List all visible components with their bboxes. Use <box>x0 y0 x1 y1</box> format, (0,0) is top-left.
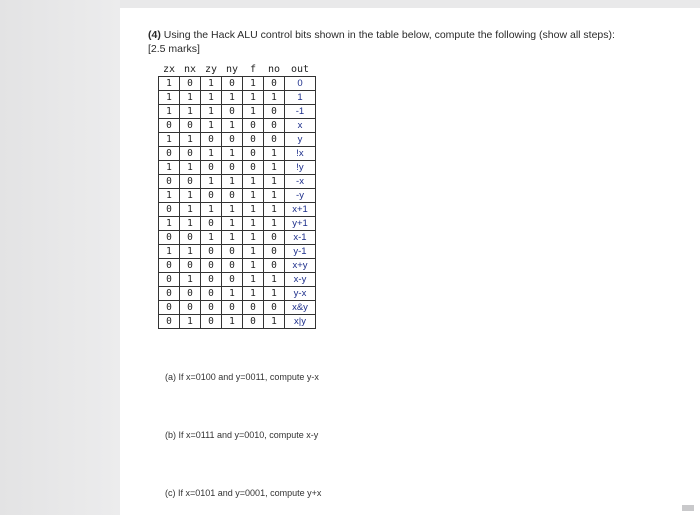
table-cell-ny: 0 <box>222 245 243 259</box>
table-cell-no: 1 <box>264 175 285 189</box>
table-cell-ny: 1 <box>222 231 243 245</box>
table-cell-ny: 0 <box>222 161 243 175</box>
table-cell-no: 1 <box>264 91 285 105</box>
table-cell-no: 1 <box>264 217 285 231</box>
table-cell-zx: 0 <box>159 119 180 133</box>
table-cell-zx: 0 <box>159 301 180 315</box>
table-cell-f: 0 <box>243 133 264 147</box>
table-cell-ny: 1 <box>222 175 243 189</box>
table-cell-no: 1 <box>264 203 285 217</box>
table-cell-zy: 0 <box>201 133 222 147</box>
table-cell-f: 1 <box>243 245 264 259</box>
table-cell-zx: 1 <box>159 91 180 105</box>
table-row <box>159 133 316 147</box>
question-text: Using the Hack ALU control bits shown in the table below, compute the following (show all steps): [2.5 marks] <box>148 29 615 55</box>
table-cell-zx: 0 <box>159 273 180 287</box>
table-cell-f: 1 <box>243 259 264 273</box>
table-cell-out: y+1 <box>285 217 316 231</box>
table-cell-ny: 0 <box>222 189 243 203</box>
table-cell-zy: 1 <box>201 231 222 245</box>
table-cell-ny: 0 <box>222 259 243 273</box>
part-b-text: (b) If x=0111 and y=0010, compute x-y <box>165 430 319 440</box>
table-cell-no: 1 <box>264 315 285 329</box>
table-cell-zx: 0 <box>159 315 180 329</box>
table-cell-ny: 0 <box>222 273 243 287</box>
table-cell-f: 1 <box>243 203 264 217</box>
table-cell-f: 1 <box>243 217 264 231</box>
table-cell-out: !y <box>285 161 316 175</box>
table-cell-ny: 1 <box>222 287 243 301</box>
table-cell-out: x+1 <box>285 203 316 217</box>
part-c-text: (c) If x=0101 and y=0001, compute y+x <box>165 488 322 498</box>
table-cell-no: 0 <box>264 301 285 315</box>
table-cell-no: 0 <box>264 259 285 273</box>
table-cell-zy: 0 <box>201 259 222 273</box>
header-nx: nx <box>183 63 197 75</box>
table-cell-nx: 0 <box>180 287 201 301</box>
table-row <box>159 217 316 231</box>
table-cell-zx: 1 <box>159 77 180 91</box>
table-cell-zx: 1 <box>159 161 180 175</box>
table-cell-zy: 1 <box>201 77 222 91</box>
table-cell-nx: 1 <box>180 245 201 259</box>
table-cell-nx: 1 <box>180 91 201 105</box>
table-cell-out: !x <box>285 147 316 161</box>
table-cell-no: 0 <box>264 119 285 133</box>
table-cell-out: y-1 <box>285 245 316 259</box>
table-cell-f: 1 <box>243 287 264 301</box>
table-cell-no: 1 <box>264 147 285 161</box>
table-row <box>159 245 316 259</box>
table-cell-ny: 0 <box>222 77 243 91</box>
table-cell-out: x-y <box>285 273 316 287</box>
table-cell-zy: 0 <box>201 315 222 329</box>
table-cell-zy: 1 <box>201 119 222 133</box>
table-cell-out: x&y <box>285 301 316 315</box>
table-cell-no: 0 <box>264 105 285 119</box>
table-cell-ny: 1 <box>222 91 243 105</box>
table-cell-no: 1 <box>264 161 285 175</box>
table-cell-nx: 1 <box>180 189 201 203</box>
table-cell-ny: 0 <box>222 105 243 119</box>
table-cell-out: -x <box>285 175 316 189</box>
table-row <box>159 105 316 119</box>
table-cell-out: x|y <box>285 315 316 329</box>
table-row <box>159 203 316 217</box>
table-cell-f: 1 <box>243 105 264 119</box>
table-row <box>159 273 316 287</box>
table-cell-f: 1 <box>243 77 264 91</box>
table-cell-f: 1 <box>243 273 264 287</box>
table-cell-ny: 1 <box>222 203 243 217</box>
table-row <box>159 147 316 161</box>
table-cell-no: 0 <box>264 133 285 147</box>
background-strip <box>0 0 120 515</box>
table-cell-zx: 1 <box>159 133 180 147</box>
table-cell-ny: 0 <box>222 301 243 315</box>
table-row <box>159 175 316 189</box>
table-row <box>159 91 316 105</box>
header-f: f <box>249 63 257 75</box>
table-cell-f: 0 <box>243 147 264 161</box>
table-cell-zy: 0 <box>201 189 222 203</box>
part-a-text: (a) If x=0100 and y=0011, compute y-x <box>165 372 319 382</box>
table-cell-zx: 0 <box>159 231 180 245</box>
table-cell-zx: 1 <box>159 217 180 231</box>
table-cell-no: 1 <box>264 189 285 203</box>
table-cell-ny: 1 <box>222 119 243 133</box>
table-row <box>159 119 316 133</box>
table-cell-zy: 0 <box>201 161 222 175</box>
table-cell-zx: 0 <box>159 259 180 273</box>
table-cell-ny: 1 <box>222 315 243 329</box>
table-cell-no: 0 <box>264 77 285 91</box>
table-cell-nx: 1 <box>180 273 201 287</box>
table-cell-out: -y <box>285 189 316 203</box>
table-cell-zx: 0 <box>159 287 180 301</box>
corner-mark <box>682 505 694 511</box>
table-cell-nx: 0 <box>180 301 201 315</box>
table-cell-nx: 0 <box>180 175 201 189</box>
table-cell-f: 0 <box>243 161 264 175</box>
table-cell-zx: 1 <box>159 245 180 259</box>
table-cell-zx: 1 <box>159 189 180 203</box>
table-row <box>159 189 316 203</box>
table-cell-nx: 1 <box>180 315 201 329</box>
header-zx: zx <box>162 63 176 75</box>
table-cell-zy: 0 <box>201 287 222 301</box>
table-cell-out: y-x <box>285 287 316 301</box>
table-cell-out: -1 <box>285 105 316 119</box>
table-cell-no: 0 <box>264 245 285 259</box>
table-cell-out: 0 <box>285 77 316 91</box>
table-cell-zx: 0 <box>159 175 180 189</box>
table-cell-ny: 1 <box>222 217 243 231</box>
table-cell-no: 0 <box>264 231 285 245</box>
table-cell-out: y <box>285 133 316 147</box>
table-body <box>159 77 316 329</box>
table-row <box>159 231 316 245</box>
table-cell-nx: 1 <box>180 161 201 175</box>
table-cell-nx: 1 <box>180 217 201 231</box>
table-cell-f: 1 <box>243 175 264 189</box>
question-heading <box>148 28 618 56</box>
table-cell-zy: 0 <box>201 301 222 315</box>
table-cell-nx: 0 <box>180 119 201 133</box>
table-cell-f: 1 <box>243 189 264 203</box>
table-cell-nx: 1 <box>180 105 201 119</box>
table-cell-f: 1 <box>243 231 264 245</box>
table-cell-f: 0 <box>243 301 264 315</box>
table-cell-zx: 1 <box>159 105 180 119</box>
table-cell-nx: 0 <box>180 259 201 273</box>
table-cell-zy: 0 <box>201 273 222 287</box>
table-row <box>159 259 316 273</box>
header-zy: zy <box>204 63 218 75</box>
table-cell-zy: 1 <box>201 105 222 119</box>
question-number: (4) <box>148 29 161 41</box>
table-row <box>159 77 316 91</box>
header-out: out <box>290 63 310 75</box>
table-cell-zy: 0 <box>201 217 222 231</box>
header-no: no <box>267 63 281 75</box>
table-row <box>159 315 316 329</box>
table-cell-nx: 0 <box>180 147 201 161</box>
table-header-row <box>159 62 316 77</box>
table-cell-nx: 0 <box>180 77 201 91</box>
table-cell-nx: 1 <box>180 133 201 147</box>
table-cell-ny: 1 <box>222 147 243 161</box>
table-cell-zy: 0 <box>201 245 222 259</box>
table-cell-zy: 1 <box>201 175 222 189</box>
table-cell-zx: 0 <box>159 203 180 217</box>
table-cell-zx: 0 <box>159 147 180 161</box>
table-cell-f: 0 <box>243 119 264 133</box>
table-row <box>159 161 316 175</box>
table-row <box>159 287 316 301</box>
alu-control-table <box>158 62 316 329</box>
table-cell-out: x <box>285 119 316 133</box>
table-row <box>159 301 316 315</box>
table-cell-zy: 1 <box>201 147 222 161</box>
table-cell-no: 1 <box>264 273 285 287</box>
table-cell-ny: 0 <box>222 133 243 147</box>
table-cell-nx: 0 <box>180 231 201 245</box>
table-cell-f: 1 <box>243 91 264 105</box>
table-cell-no: 1 <box>264 287 285 301</box>
table-cell-zy: 1 <box>201 203 222 217</box>
table-cell-zy: 1 <box>201 91 222 105</box>
table-cell-out: x-1 <box>285 231 316 245</box>
table-cell-out: 1 <box>285 91 316 105</box>
table-cell-f: 0 <box>243 315 264 329</box>
header-ny: ny <box>225 63 239 75</box>
table-cell-out: x+y <box>285 259 316 273</box>
table-cell-nx: 1 <box>180 203 201 217</box>
